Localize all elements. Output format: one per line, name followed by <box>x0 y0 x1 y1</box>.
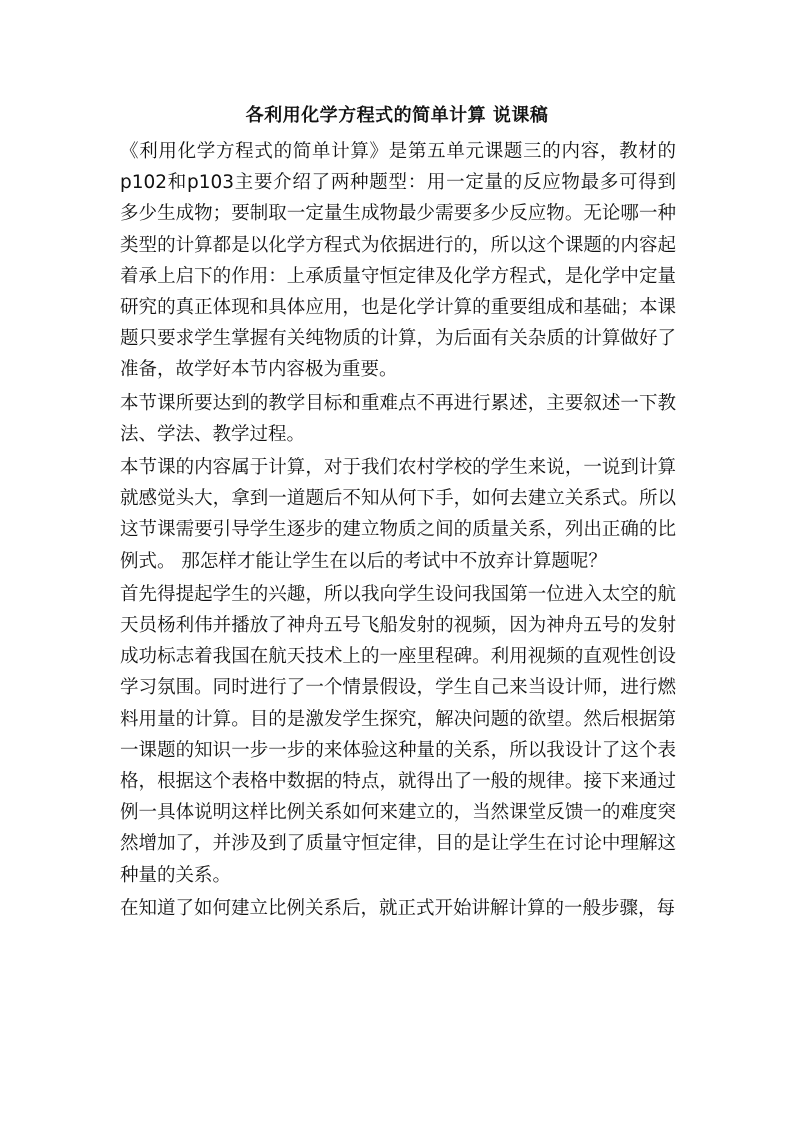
document-body <box>120 136 676 926</box>
paragraph-intro: 《利用化学方程式的简单计算》是第五单元课题三的内容，教材的p102和p103主要介绍了两种题型：用一定量的反应物最多可得到多少生成物；要制取一定量生成物最少需要多少反应物。无论哪一种类型的计算都是以化学方程式为依据进行的，所以这个课题的内容起着承上启下的作用：上承质量守恒定律及化学方程式，是化学中定量研究的真正体现和具体应用，也是化学计算的重要组成和基础；本课题只要求学生掌握有关纯物质的计算，为后面有关杂质的计算做好了准备，故学好本节内容极为重要。 <box>120 141 676 381</box>
paragraph-teaching-process: 首先得提起学生的兴趣，所以我向学生设问我国第一位进入太空的航天员杨利伟并播放了神舟五号飞船发射的视频，因为神舟五号的发射成功标志着我国在航天技术上的一座里程碑。利用视频的直观性创设学习氛围。同时进行了一个情景假设，学生自己来当设计师，进行燃料用量的计算。目的是激发学生探究，解决问题的欲望。然后根据第一课题的知识一步一步的来体验这种量的关系，所以我设计了这个表格，根据这个表格中数据的特点，就得出了一般的规律。接下来通过例一具体说明这样比例关系如何来建立的，当然课堂反馈一的难度突然增加了，并涉及到了质量守恒定律，目的是让学生在讨论中理解这种量的关系。 <box>120 583 676 886</box>
paragraph-calculation-steps: 在知道了如何建立比例关系后，就正式开始讲解计算的一般步骤，每 <box>120 897 676 919</box>
document-title: 各利用化学方程式的简单计算 说课稿 <box>245 105 549 126</box>
paragraph-objectives: 本节课所要达到的教学目标和重难点不再进行累述，主要叙述一下教法、学法、教学过程。 <box>120 392 676 445</box>
paragraph-student-difficulty: 本节课的内容属于计算，对于我们农村学校的学生来说，一说到计算就感觉头大，拿到一道题后不知从何下手，如何去建立关系式。所以这节课需要引导学生逐步的建立物质之间的质量关系，列出正确的比例式。 那怎样才能让学生在以后的考试中不放弃计算题呢？ <box>120 457 676 572</box>
